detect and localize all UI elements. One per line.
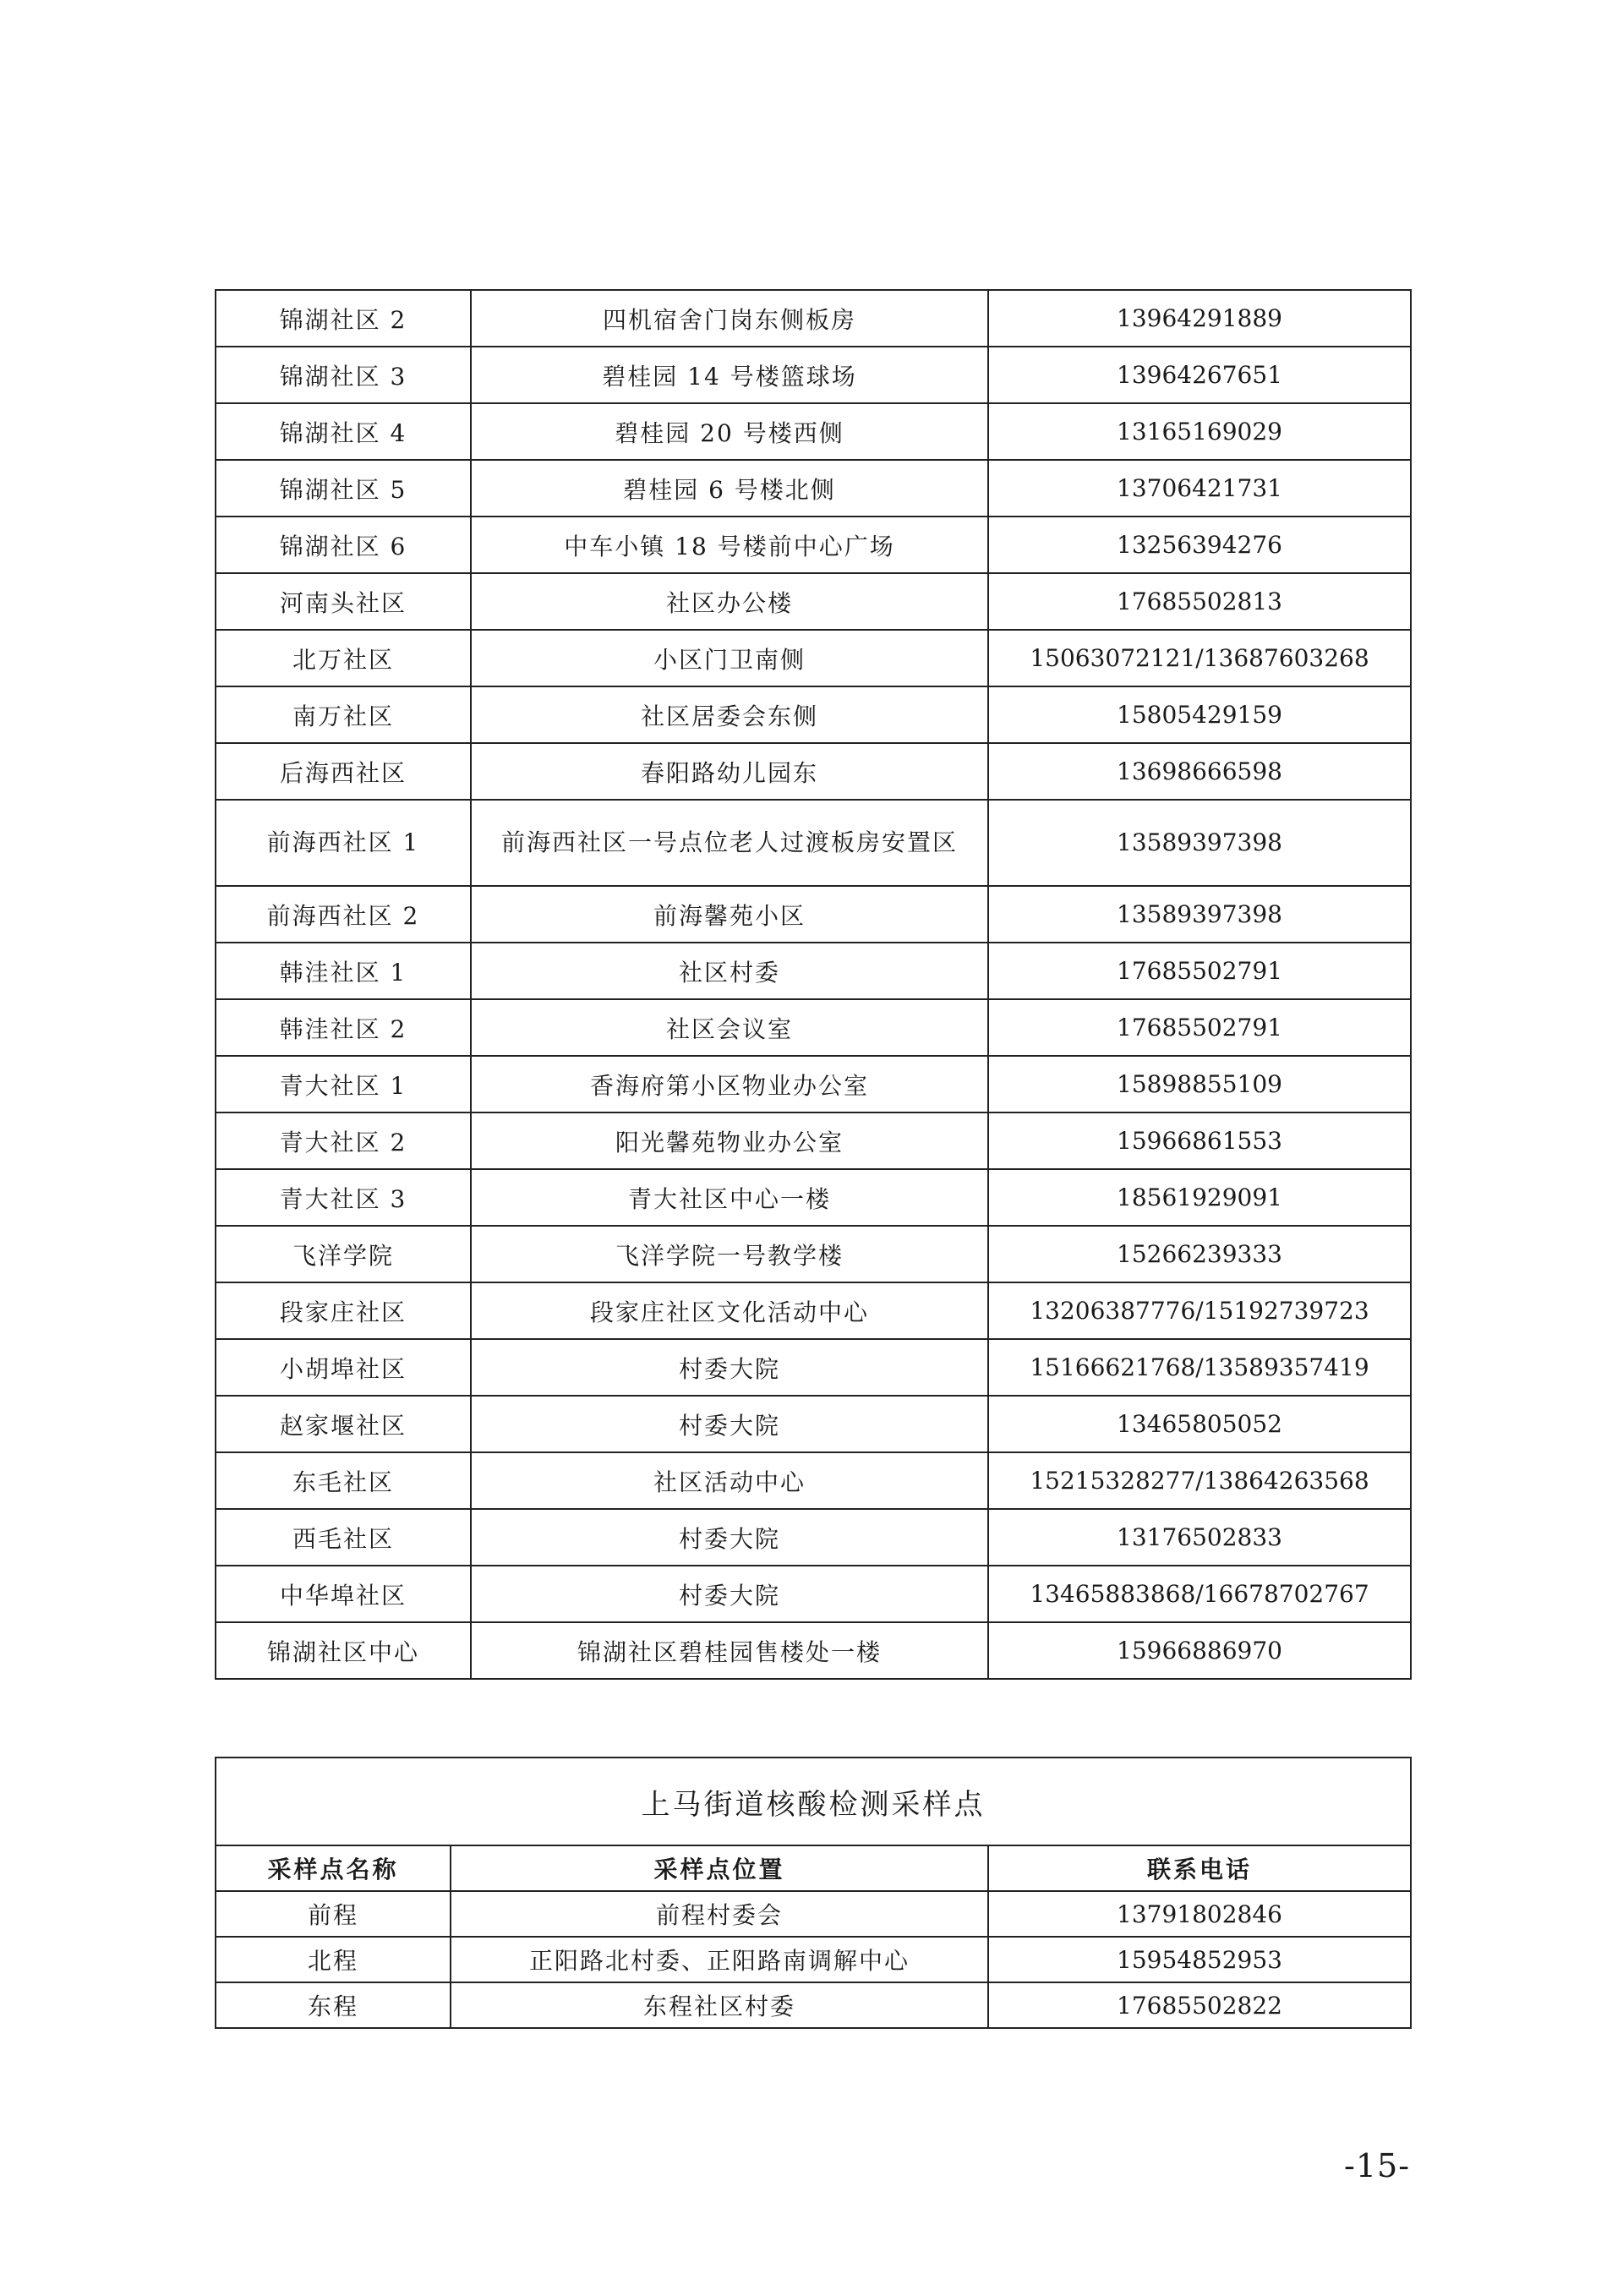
site-name-cell: 青大社区 2 [216,1112,471,1169]
table-title-row [216,1758,1411,1845]
site-name-cell: 南万社区 [216,686,471,743]
contact-phone-cell: 13465805052 [988,1396,1411,1452]
site-name-cell: 北万社区 [216,630,471,686]
contact-phone-cell: 15898855109 [988,1056,1411,1112]
site-name-cell: 前海西社区 2 [216,886,471,943]
contact-phone-cell: 15215328277/13864263568 [988,1452,1411,1509]
contact-phone-cell: 15166621768/13589357419 [988,1339,1411,1396]
table-row [216,1452,1411,1509]
table-row [216,886,1411,943]
site-name-cell: 锦湖社区中心 [216,1622,471,1679]
site-location-cell: 前海西社区一号点位老人过渡板房安置区 [471,800,988,886]
table-row [216,290,1411,347]
site-name-cell: 赵家堰社区 [216,1396,471,1452]
site-location-cell: 四机宿舍门岗东侧板房 [471,290,988,347]
site-location-cell: 东程社区村委 [451,1982,988,2028]
contact-phone-cell: 17685502791 [988,943,1411,999]
site-location-cell: 飞洋学院一号教学楼 [471,1226,988,1282]
site-name-cell: 青大社区 1 [216,1056,471,1112]
site-location-cell: 社区村委 [471,943,988,999]
site-location-cell: 阳光馨苑物业办公室 [471,1112,988,1169]
contact-phone-cell: 17685502822 [988,1982,1411,2028]
site-name-cell: 小胡埠社区 [216,1339,471,1396]
contact-phone-cell: 18561929091 [988,1169,1411,1226]
site-location-cell: 村委大院 [471,1566,988,1622]
site-location-cell: 社区居委会东侧 [471,686,988,743]
table-row [216,347,1411,403]
contact-phone-cell: 13791802846 [988,1891,1411,1937]
site-name-cell: 锦湖社区 3 [216,347,471,403]
site-location-cell: 香海府第小区物业办公室 [471,1056,988,1112]
contact-phone-cell: 13465883868/16678702767 [988,1566,1411,1622]
table-row [216,800,1411,886]
site-location-cell: 正阳路北村委、正阳路南调解中心 [451,1937,988,1982]
table-row [216,1566,1411,1622]
site-location-cell: 村委大院 [471,1509,988,1566]
contact-phone-cell: 13165169029 [988,403,1411,460]
contact-phone-cell: 13256394276 [988,517,1411,573]
contact-phone-cell: 15954852953 [988,1937,1411,1982]
table-row [216,686,1411,743]
table-row [216,1056,1411,1112]
site-location-cell: 锦湖社区碧桂园售楼处一楼 [471,1622,988,1679]
header-site-location: 采样点位置 [451,1845,988,1891]
site-name-cell: 锦湖社区 4 [216,403,471,460]
site-location-cell: 碧桂园 20 号楼西侧 [471,403,988,460]
contact-phone-cell: 13964267651 [988,347,1411,403]
site-name-cell: 前程 [216,1891,451,1937]
table-row [216,743,1411,800]
contact-phone-cell: 13698666598 [988,743,1411,800]
site-name-cell: 青大社区 3 [216,1169,471,1226]
contact-phone-cell: 13589397398 [988,800,1411,886]
table-row [216,1226,1411,1282]
contact-phone-cell: 13964291889 [988,290,1411,347]
site-name-cell: 河南头社区 [216,573,471,630]
site-name-cell: 韩洼社区 2 [216,999,471,1056]
contact-phone-cell: 15805429159 [988,686,1411,743]
table-row [216,573,1411,630]
site-location-cell: 青大社区中心一楼 [471,1169,988,1226]
site-name-cell: 锦湖社区 2 [216,290,471,347]
shangma-sampling-table [215,1757,1412,2029]
contact-phone-cell: 15063072121/13687603268 [988,630,1411,686]
site-name-cell: 锦湖社区 5 [216,460,471,517]
site-location-cell: 社区会议室 [471,999,988,1056]
site-name-cell: 段家庄社区 [216,1282,471,1339]
site-name-cell: 锦湖社区 6 [216,517,471,573]
table-row [216,999,1411,1056]
table-row [216,460,1411,517]
table-row [216,517,1411,573]
table-row [216,630,1411,686]
site-location-cell: 村委大院 [471,1339,988,1396]
table-row [216,1282,1411,1339]
sampling-sites-table [215,289,1412,1680]
contact-phone-cell: 17685502813 [988,573,1411,630]
table-row [216,1169,1411,1226]
site-location-cell: 中车小镇 18 号楼前中心广场 [471,517,988,573]
site-location-cell: 前程村委会 [451,1891,988,1937]
site-location-cell: 前海馨苑小区 [471,886,988,943]
table-row [216,1396,1411,1452]
table-row [216,1982,1411,2028]
site-name-cell: 前海西社区 1 [216,800,471,886]
table-row [216,403,1411,460]
site-location-cell: 碧桂园 6 号楼北侧 [471,460,988,517]
site-location-cell: 段家庄社区文化活动中心 [471,1282,988,1339]
contact-phone-cell: 13706421731 [988,460,1411,517]
table-header-row [216,1845,1411,1891]
site-location-cell: 社区办公楼 [471,573,988,630]
table-row [216,943,1411,999]
table-row [216,1509,1411,1566]
shangma-sampling-table-body [216,1891,1411,2028]
contact-phone-cell: 15966886970 [988,1622,1411,1679]
table-row [216,1622,1411,1679]
site-location-cell: 小区门卫南侧 [471,630,988,686]
contact-phone-cell: 15266239333 [988,1226,1411,1282]
table-row [216,1891,1411,1937]
table-title: 上马街道核酸检测采样点 [216,1758,1411,1845]
page-number: -15- [1344,2147,1411,2184]
table-row [216,1937,1411,1982]
header-contact-phone: 联系电话 [988,1845,1411,1891]
site-name-cell: 后海西社区 [216,743,471,800]
contact-phone-cell: 13206387776/15192739723 [988,1282,1411,1339]
site-location-cell: 社区活动中心 [471,1452,988,1509]
site-name-cell: 西毛社区 [216,1509,471,1566]
site-name-cell: 东程 [216,1982,451,2028]
contact-phone-cell: 17685502791 [988,999,1411,1056]
site-name-cell: 北程 [216,1937,451,1982]
site-name-cell: 东毛社区 [216,1452,471,1509]
site-location-cell: 春阳路幼儿园东 [471,743,988,800]
table-row [216,1339,1411,1396]
site-name-cell: 韩洼社区 1 [216,943,471,999]
site-name-cell: 中华埠社区 [216,1566,471,1622]
header-site-name: 采样点名称 [216,1845,451,1891]
sampling-sites-table-body [216,290,1411,1679]
contact-phone-cell: 13176502833 [988,1509,1411,1566]
site-location-cell: 碧桂园 14 号楼篮球场 [471,347,988,403]
contact-phone-cell: 15966861553 [988,1112,1411,1169]
site-location-cell: 村委大院 [471,1396,988,1452]
table-row [216,1112,1411,1169]
contact-phone-cell: 13589397398 [988,886,1411,943]
site-name-cell: 飞洋学院 [216,1226,471,1282]
